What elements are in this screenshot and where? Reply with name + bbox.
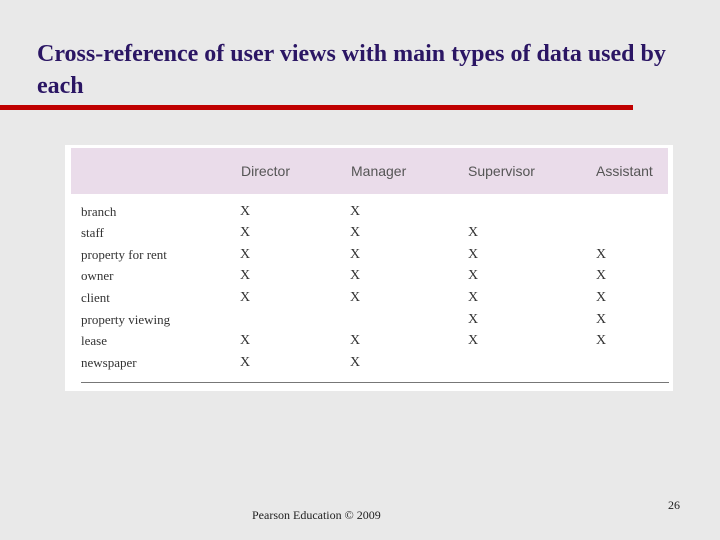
cell-assistant: X	[596, 333, 607, 348]
cell-supervisor: X	[468, 268, 479, 283]
cross-reference-table	[65, 145, 673, 391]
table-bottom-rule	[81, 382, 669, 383]
cell-manager: X	[350, 225, 361, 240]
table-row	[65, 352, 673, 373]
cell-manager: X	[350, 290, 361, 305]
table-row	[65, 222, 673, 243]
table-row	[65, 244, 673, 265]
table-row	[65, 201, 673, 222]
table-row	[65, 265, 673, 286]
cell-director: X	[240, 225, 251, 240]
cell-director: X	[240, 268, 251, 283]
cell-supervisor: X	[468, 312, 479, 327]
table-row	[65, 330, 673, 351]
row-label: property viewing	[81, 312, 171, 327]
cell-manager: X	[350, 268, 361, 283]
row-label: lease	[81, 333, 107, 348]
cell-assistant: X	[596, 268, 607, 283]
row-label: staff	[81, 225, 104, 240]
table-row	[65, 287, 673, 308]
column-header-assistant: Assistant	[596, 163, 653, 179]
cell-assistant: X	[596, 312, 607, 327]
row-label: newspaper	[81, 355, 137, 370]
cell-director: X	[240, 333, 251, 348]
cell-supervisor: X	[468, 333, 479, 348]
title-underline	[0, 105, 633, 110]
cell-director: X	[240, 290, 251, 305]
row-label: owner	[81, 268, 114, 283]
table-header	[71, 148, 668, 194]
column-header-supervisor: Supervisor	[468, 163, 535, 179]
cell-supervisor: X	[468, 247, 479, 262]
cell-manager: X	[350, 333, 361, 348]
cell-assistant: X	[596, 290, 607, 305]
page-number: 26	[668, 498, 680, 512]
footer-copyright: Pearson Education © 2009	[252, 508, 381, 522]
row-label: client	[81, 290, 110, 305]
column-header-director: Director	[241, 163, 291, 179]
cell-supervisor: X	[468, 225, 479, 240]
cell-director: X	[240, 204, 251, 219]
row-label: branch	[81, 204, 117, 219]
row-label: property for rent	[81, 247, 167, 262]
cell-assistant: X	[596, 247, 607, 262]
cell-manager: X	[350, 204, 361, 219]
cell-director: X	[240, 247, 251, 262]
cell-manager: X	[350, 355, 361, 370]
column-header-manager: Manager	[351, 163, 407, 179]
cell-director: X	[240, 355, 251, 370]
cell-supervisor: X	[468, 290, 479, 305]
cell-manager: X	[350, 247, 361, 262]
slide-title: Cross-reference of user views with main types of data used by each	[37, 41, 666, 99]
table-row	[65, 309, 673, 330]
